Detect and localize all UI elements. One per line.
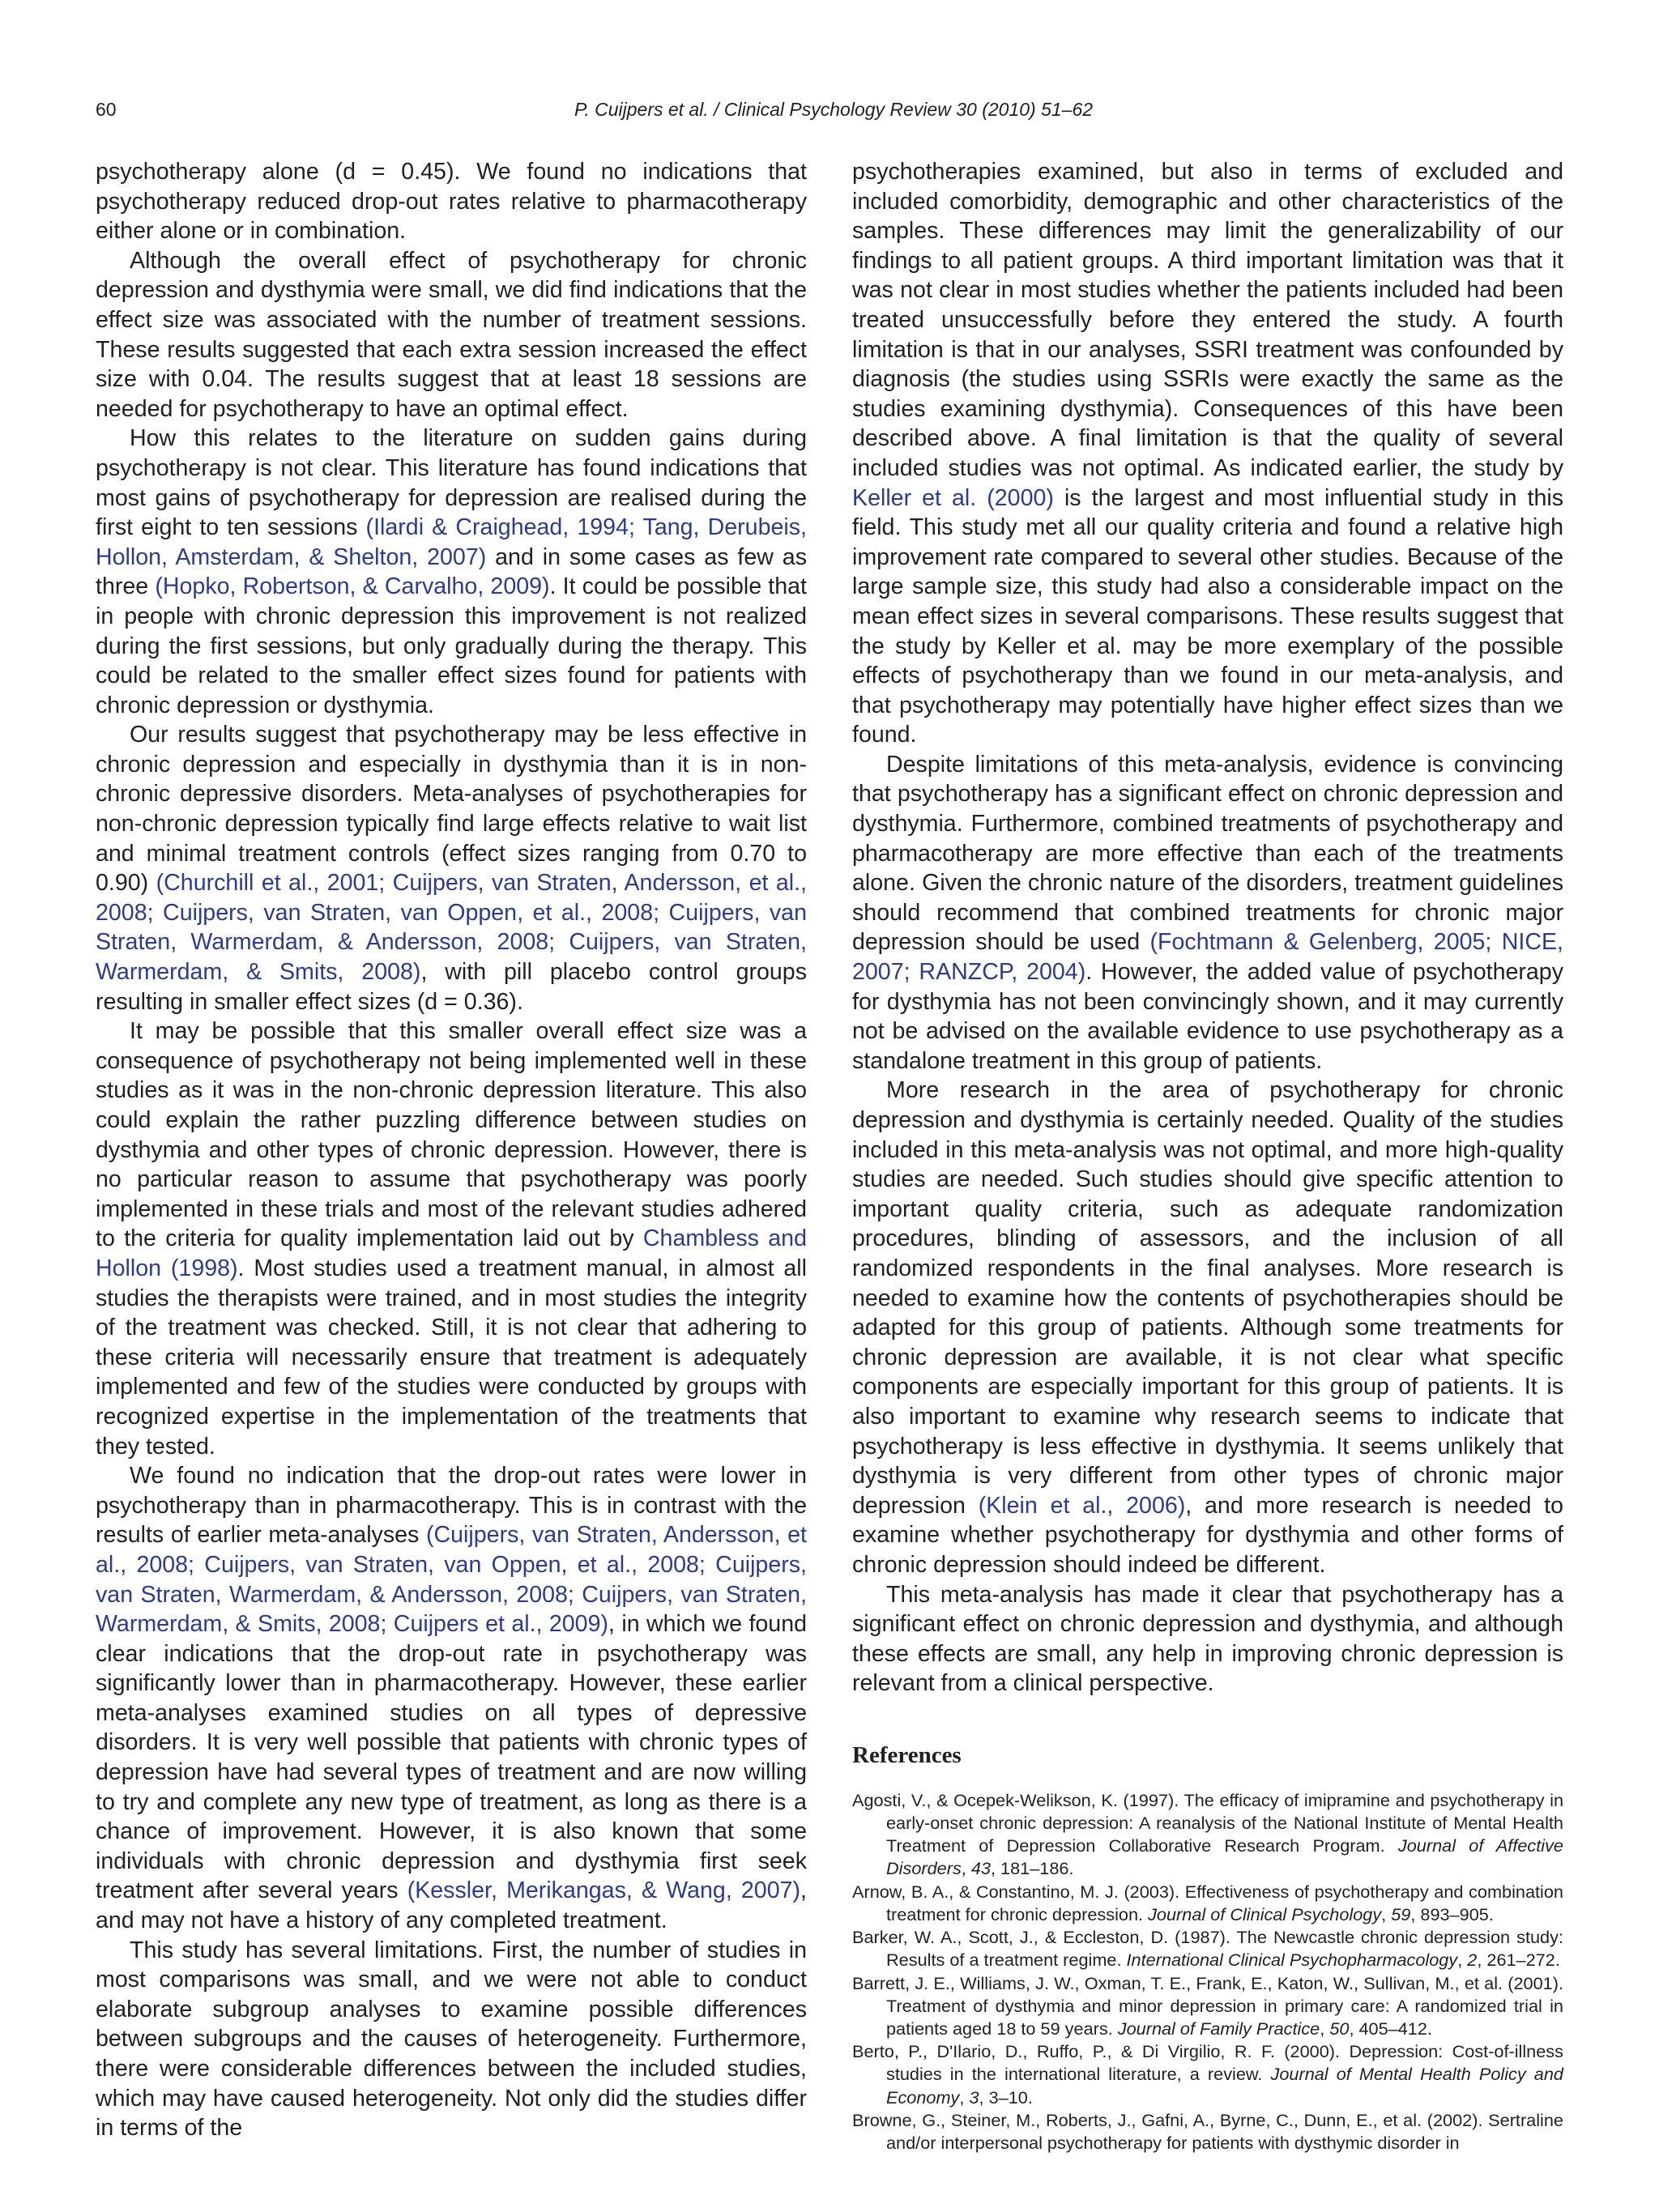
paragraph <box>96 424 807 720</box>
paragraph <box>96 246 807 424</box>
paragraph <box>852 750 1563 1076</box>
citation-link[interactable]: (Klein et al., 2006) <box>978 1492 1186 1519</box>
references-heading: References <box>852 1741 962 1768</box>
citation-link[interactable]: Keller et al. (2000) <box>852 484 1054 511</box>
text-run: Barrett, J. E., Williams, J. W., Oxman, T. E., Frank, E., Katon, W., Sullivan, M., et al. (2001). Treatment of dysthymia and minor depression in primary care: A randomized trial in patients aged 18 to 59 years. <box>852 1972 1563 2039</box>
text-run: We found no indication that the drop-out rates were lower in psychotherapy than in pharmacotherapy. This is in contrast with the results of earlier meta-analyses <box>96 1463 807 1549</box>
text-run: , 3–10. <box>979 2086 1033 2108</box>
citation-link[interactable]: (Churchill et al., 2001; Cuijpers, van Straten, Andersson, et al., 2008; Cuijpers, van Straten, van Oppen, et al., 2008; Cuijpers, van Straten, Warmerdam, & Andersson, 2008; Cuijpers, van Straten, Warmerdam, & Smits, 2008) <box>96 870 807 986</box>
text-run: , 405–412. <box>1349 2018 1432 2039</box>
italic-text: Journal of Mental Health Policy and Economy <box>886 2064 1563 2108</box>
reference-item <box>852 1926 1563 1971</box>
left-column <box>96 157 807 2143</box>
text-run: Although the overall effect of psychotherapy for chronic depression and dysthymia were small, we did find indications that the effect size was associated with the number of treatment sessions. These results suggested that each extra session increased the effect size with 0.04. The results suggest that at least 18 sessions are needed for psychotherapy to have an optimal effect. <box>96 247 807 422</box>
citation-link[interactable]: (Fochtmann & Gelenberg, 2005; NICE, 2007; RANZCP, 2004) <box>852 929 1563 986</box>
text-run: is the largest and most influential study in this field. This study met all our quality criteria and found a relative high improvement rate compared to several other studies. Because of the large sample size, this study had also a considerable impact on the mean effect sizes in several comparisons. These results suggest that the study by Keller et al. may be more exemplary of the possible effects of psychotherapy than we found in our meta-analysis, and that psychotherapy may potentially have higher effect sizes than we found. <box>852 484 1563 748</box>
paragraph <box>96 1016 807 1461</box>
paragraph <box>96 720 807 1016</box>
reference-item <box>852 1881 1563 1926</box>
italic-text: Journal of Family Practice <box>1117 2018 1320 2039</box>
text-run: More research in the area of psychotherapy for chronic depression and dysthymia is certainly needed. Quality of the studies included in this meta-analysis was not optimal, and more high-quality studies are needed. Such studies should give specific attention to important quality criteria, such as adequate randomization procedures, blinding of assessors, and the inclusion of all randomized respondents in the final analyses. More research is needed to examine how the contents of psychotherapies should be adapted for this group of patients. Although some treatments for chronic depression are available, it is not clear what specific components are especially important for this group of patients. It is also important to examine why research seems to indicate that psychotherapy is less effective in dysthymia. It seems unlikely that dysthymia is very different from other types of chronic major depression <box>852 1077 1563 1519</box>
text-run: It may be possible that this smaller overall effect size was a consequence of psychotherapy not being implemented well in these studies as it was in the non-chronic depression literature. This also could explain the rather puzzling difference between studies on dysthymia and other types of chronic depression. However, there is no particular reason to assume that psychotherapy was poorly implemented in these trials and most of the relevant studies adhered to the criteria for quality implementation laid out by <box>96 1018 807 1252</box>
paragraph <box>852 1580 1563 1698</box>
italic-text: Journal of Clinical Psychology <box>1148 1903 1382 1924</box>
text-run: . It could be possible that in people with chronic depression this improvement is not realized during the first sessions, but only gradually during the therapy. This could be related to the smaller effect sizes found for patients with chronic depression or dysthymia. <box>96 573 807 718</box>
text-run: Agosti, V., & Ocepek-Welikson, K. (1997). The efficacy of imipramine and psychotherapy in early-onset chronic depression: A reanalysis of the National Institute of Mental Health Treatment of Depression Collaborative Research Program. <box>852 1789 1563 1856</box>
running-title: P. Cuijpers et al. / Clinical Psychology Review 30 (2010) 51–62 <box>574 99 1094 120</box>
paragraph <box>96 157 807 246</box>
text-run: . Most studies used a treatment manual, in almost all studies the therapists were trained, and in most studies the integrity of the treatment was checked. Still, it is not clear that adhering to these criteria will necessarily ensure that treatment is adequately implemented and few of the studies were conducted by groups with recognized expertise in the implementation of the treatments that they tested. <box>96 1255 807 1460</box>
italic-text: Journal of Affective Disorders <box>886 1835 1563 1879</box>
text-run: . However, the added value of psychotherapy for dysthymia has not been convincingly shown, and it may currently not be advised on the available evidence to use psychotherapy as a standalone treatment in this group of patients. <box>852 959 1563 1074</box>
citation-link[interactable]: (Cuijpers, van Straten, Andersson, et al., 2008; Cuijpers, van Straten, van Oppen, et al., 2008; Cuijpers, van Straten, Warmerdam, & Andersson, 2008; Cuijpers, van Straten, Warmerdam, & Smits, 2008; Cuijpers et al., 2009) <box>96 1522 807 1638</box>
reference-item <box>852 2040 1563 2109</box>
italic-text: 43 <box>970 1858 991 1879</box>
italic-text: 59 <box>1391 1903 1411 1924</box>
text-run: Barker, W. A., Scott, J., & Eccleston, D. (1987). The Newcastle chronic depression study: Results of a treatment regime. <box>852 1927 1563 1971</box>
citation-link[interactable]: (Kessler, Merikangas, & Wang, 2007) <box>407 1877 801 1904</box>
text-run: , 181–186. <box>990 1858 1074 1879</box>
text-run: This meta-analysis has made it clear that psychotherapy has a significant effect on chronic depression and dysthymia, and although these effects are small, any help in improving chronic depression is relevant from a clinical perspective. <box>852 1581 1563 1697</box>
text-run: psychotherapies examined, but also in terms of excluded and included comorbidity, demographic and other characteristics of the samples. These differences may limit the generalizability of our findings to all patient groups. A third important limitation was that it was not clear in most studies whether the patients included had been treated unsuccessfully before they entered the study. A fourth limitation is that in our analyses, SSRI treatment was confounded by diagnosis (the studies using SSRIs were exactly the same as the studies examining dysthymia). Consequences of this have been described above. A final limitation is that the quality of several included studies was not optimal. As indicated earlier, the study by <box>852 159 1563 481</box>
italic-text: 3 <box>969 2086 979 2108</box>
right-column <box>852 157 1563 2154</box>
citation-link[interactable]: (Ilardi & Craighead, 1994; Tang, Derubeis, Hollon, Amsterdam, & Shelton, 2007) <box>96 514 807 570</box>
paragraph <box>852 157 1563 750</box>
text-run: , <box>1320 2018 1330 2039</box>
text-run: , <box>1381 1903 1392 1924</box>
text-run: psychotherapy alone (d = 0.45). We found no indications that psychotherapy reduced drop-out rates relative to pharmacotherapy either alone or in combination. <box>96 159 807 245</box>
text-run: , and more research is needed to examine whether psychotherapy for dysthymia and other forms of chronic depression should indeed be different. <box>852 1492 1564 1578</box>
text-run: This study has several limitations. First, the number of studies in most comparisons was small, and we were not able to conduct elaborate subgroup analyses to examine possible differences between subgroups and the causes of heterogeneity. Furthermore, there were considerable differences between the included studies, which may have caused heterogeneity. Not only did the studies differ in terms of the <box>96 1937 807 2142</box>
text-run: and in some cases as few as three <box>96 543 807 600</box>
text-run: , <box>959 2086 970 2108</box>
page-number: 60 <box>96 99 117 120</box>
text-run: , and may not have a history of any completed treatment. <box>96 1877 807 1934</box>
citation-link[interactable]: (Hopko, Robertson, & Carvalho, 2009) <box>155 573 550 600</box>
italic-text: 50 <box>1329 2018 1350 2039</box>
text-run: Berto, P., D'Ilario, D., Ruffo, P., & Di Virgilio, R. F. (2000). Depression: Cost-of-illness studies in the international literature, a review. <box>852 2041 1563 2085</box>
text-run: , <box>1457 1950 1468 1971</box>
text-run: , <box>961 1858 971 1879</box>
text-run: Arnow, B. A., & Constantino, M. J. (2003). Effectiveness of psychotherapy and combination treatment for chronic depression. <box>852 1881 1563 1924</box>
text-run: How this relates to the literature on sudden gains during psychotherapy is not clear. This literature has found indications that most gains of psychotherapy for depression are realised during the first eight to ten sessions <box>96 425 807 541</box>
text-run: , 261–272. <box>1477 1950 1560 1971</box>
text-run: , in which we found clear indications that the drop-out rate in psychotherapy was significantly lower than in pharmacotherapy. However, these earlier meta-analyses examined studies on all types of depressive disorders. It is very well possible that patients with chronic types of depression have had several types of treatment and are now willing to try and complete any new type of treatment, as long as there is a chance of improvement. However, it is also known that some individuals with chronic depression and dysthymia first seek treatment after several years <box>96 1611 807 1904</box>
text-run: , 893–905. <box>1410 1903 1494 1924</box>
italic-text: International Clinical Psychopharmacology <box>1126 1950 1458 1971</box>
paragraph <box>96 1461 807 1936</box>
reference-item <box>852 1972 1563 2041</box>
reference-item <box>852 1789 1563 1881</box>
reference-item <box>852 2109 1563 2154</box>
page-header <box>96 99 1572 126</box>
reference-list <box>852 1789 1563 2154</box>
text-run: Browne, G., Steiner, M., Roberts, J., Gafni, A., Byrne, C., Dunn, E., et al. (2002). Sertraline and/or interpersonal psychotherapy for patients with dysthymic disorder in <box>852 2109 1563 2153</box>
text-run: Our results suggest that psychotherapy may be less effective in chronic depression and especially in dysthymia than it is in non-chronic depressive disorders. Meta-analyses of psychotherapies for non-chronic depression typically find large effects relative to wait list and minimal treatment controls (effect sizes ranging from 0.70 to 0.90) <box>96 722 807 897</box>
paragraph <box>96 1936 807 2143</box>
paragraph <box>852 1076 1563 1579</box>
text-run: , with pill placebo control groups resulting in smaller effect sizes (d = 0.36). <box>96 959 807 1015</box>
text-run: Despite limitations of this meta-analysis, evidence is convincing that psychotherapy has a significant effect on chronic depression and dysthymia. Furthermore, combined treatments of psychotherapy and pharmacotherapy are more effective than each of the treatments alone. Given the chronic nature of the disorders, treatment guidelines should recommend that combined treatments for chronic major depression should be used <box>852 751 1563 956</box>
citation-link[interactable]: Chambless and Hollon (1998) <box>96 1225 807 1281</box>
italic-text: 2 <box>1467 1950 1478 1971</box>
